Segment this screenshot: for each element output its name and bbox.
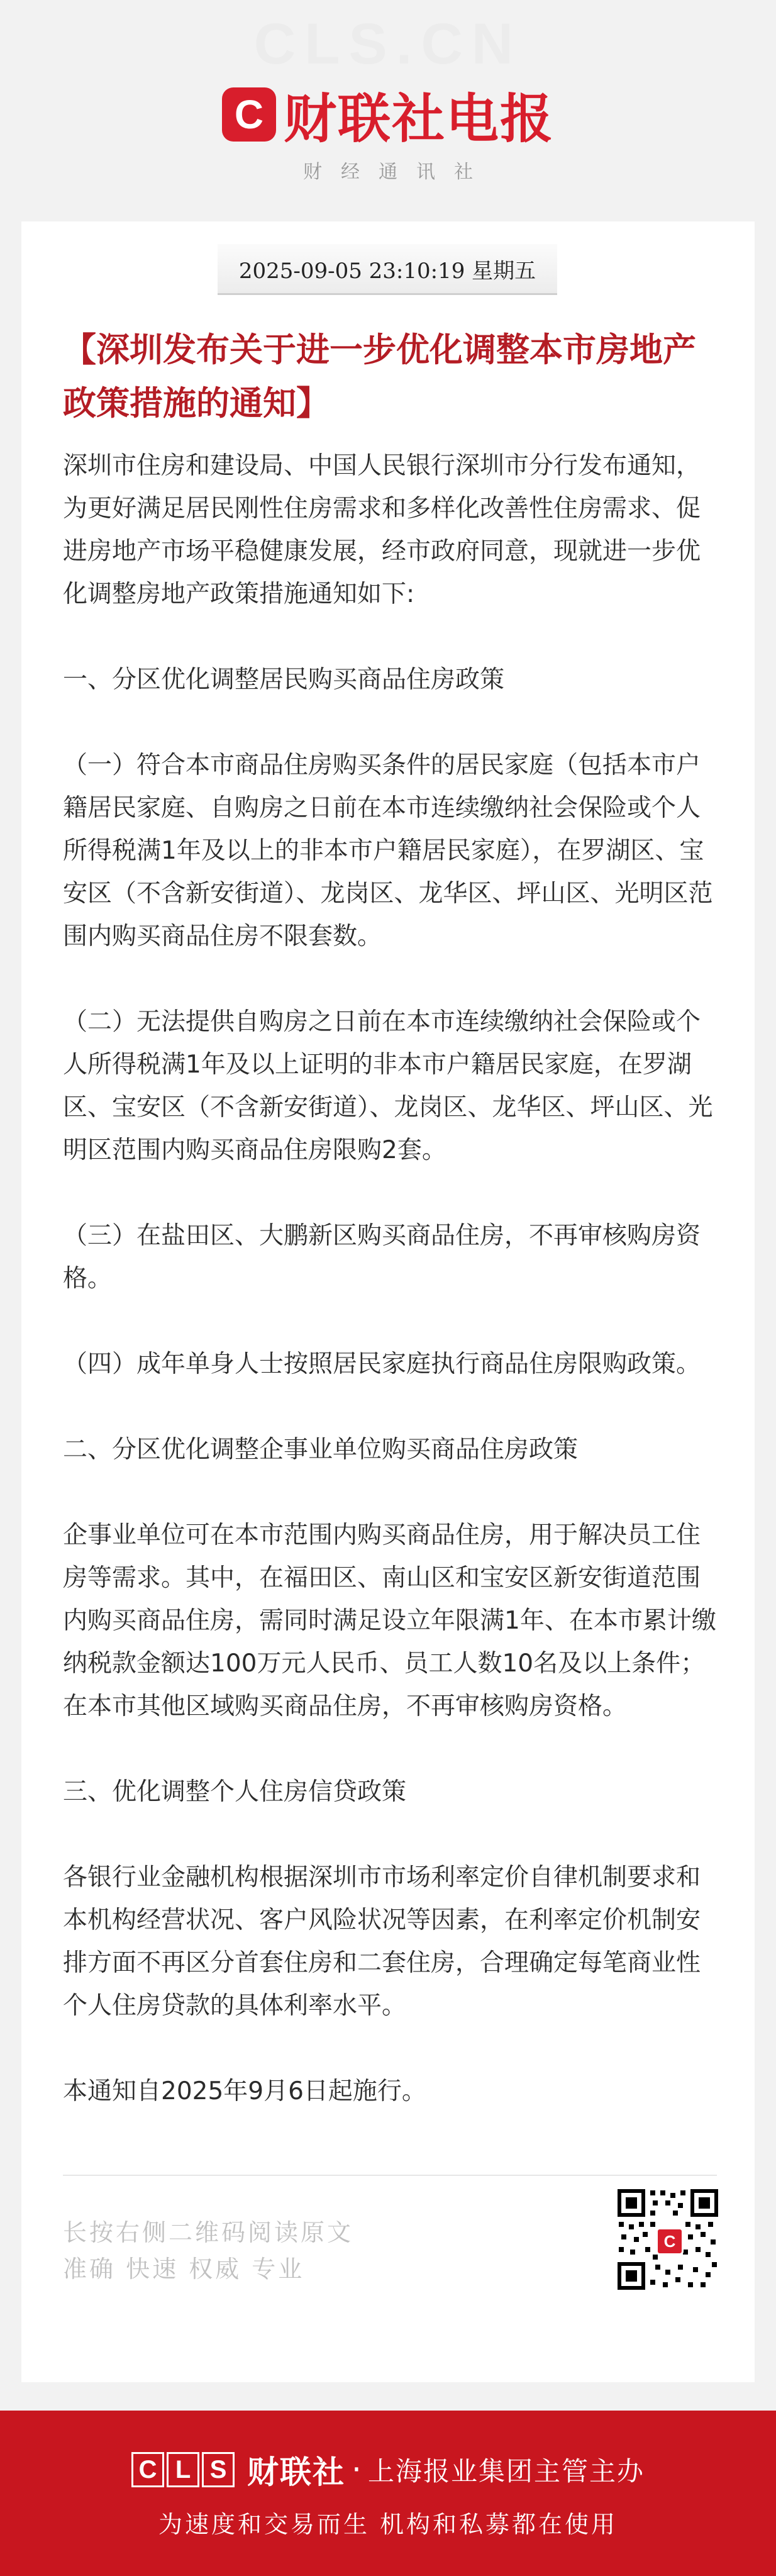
article-datetime: 2025-09-05 23:10:19 星期五	[218, 244, 557, 295]
bottom-banner	[0, 2411, 776, 2576]
cls-logo-letters	[131, 2452, 237, 2487]
cls-letter-c: C	[131, 2452, 164, 2487]
footer-tip	[63, 2214, 353, 2287]
cls-logo-icon	[222, 87, 276, 142]
brand-name: 财联社电报	[283, 87, 554, 150]
paragraph-item-3: （三）在盐田区、大鹏新区购买商品住房，不再审核购房资格。	[63, 1222, 701, 1293]
article-headline: 【深圳发布关于进一步优化调整本市房地产政策措施的通知】	[63, 331, 696, 423]
section-heading-2: 二、分区优化调整企事业单位购买商品住房政策	[63, 1436, 579, 1464]
watermark-text: CLS.CN	[253, 12, 523, 76]
logo-letter: C	[234, 92, 264, 137]
cls-letter-s: S	[202, 2452, 235, 2487]
brand-subtitle: 财经通讯社	[303, 161, 492, 183]
footer-divider	[63, 2175, 717, 2176]
paragraph-credit: 各银行业金融机构根据深圳市市场利率定价自律机制要求和本机构经营状况、客户风险状况等因素，在利率定价机制安排方面不再区分首套住房和二套住房，合理确定每笔商业性个人住房贷款的具体利率水平。	[63, 1863, 701, 2020]
banner-brand-row	[0, 2447, 776, 2492]
cls-letter-l: L	[167, 2452, 199, 2487]
paragraph-effective-date: 本通知自2025年9月6日起施行。	[63, 2077, 426, 2105]
tagline-text: 准确 快速 权威 专业	[63, 2255, 305, 2283]
banner-separator-dot: ·	[352, 2451, 362, 2488]
article-card	[21, 221, 755, 2382]
article-body	[63, 445, 717, 2113]
section-heading-1: 一、分区优化调整居民购买商品住房政策	[63, 666, 505, 694]
qr-code-icon[interactable]	[618, 2189, 718, 2290]
banner-brand-name: 财联社	[247, 2454, 346, 2490]
section-heading-3: 三、优化调整个人住房信贷政策	[63, 1778, 407, 1806]
paragraph-intro: 深圳市住房和建设局、中国人民银行深圳市分行发布通知，为更好满足居民刚性住房需求和多样化改善性住房需求、促进房地产市场平稳健康发展，经市政府同意，现就进一步优化调整房地产政策措施通知如下:	[63, 452, 701, 608]
paragraph-item-1: （一）符合本市商品住房购买条件的居民家庭（包括本市户籍居民家庭、自购房之日前在本市连续缴纳社会保险或个人所得税满1年及以上的非本市户籍居民家庭），在罗湖区、宝安区（不含新安街道）、龙岗区、龙华区、坪山区、光明区范围内购买商品住房不限套数。	[63, 751, 713, 951]
banner-slogan: 为速度和交易而生 机构和私募都在使用	[158, 2511, 618, 2538]
qr-logo-letter: C	[663, 2231, 676, 2251]
qr-hint-text: 长按右侧二维码阅读原文	[63, 2219, 354, 2246]
paragraph-enterprise: 企事业单位可在本市范围内购买商品住房，用于解决员工住房等需求。其中，在福田区、南山区和宝安区新安街道范围内购买商品住房，需同时满足设立年限满1年、在本市累计缴纳税款金额达100万元人民币、员工人数10名及以上条件；在本市其他区域购买商品住房，不再审核购房资格。	[63, 1521, 716, 1720]
brand-header	[0, 83, 776, 150]
banner-sponsor: 上海报业集团主管主办	[367, 2456, 645, 2487]
paragraph-item-2: （二）无法提供自购房之日前在本市连续缴纳社会保险或个人所得税满1年及以上证明的非本市户籍居民家庭，在罗湖区、宝安区（不含新安街道）、龙岗区、龙华区、坪山区、光明区范围内购买商品住房限购2套。	[63, 1008, 713, 1164]
paragraph-item-4: （四）成年单身人士按照居民家庭执行商品住房限购政策。	[63, 1350, 701, 1378]
qr-logo-icon	[656, 2228, 684, 2255]
